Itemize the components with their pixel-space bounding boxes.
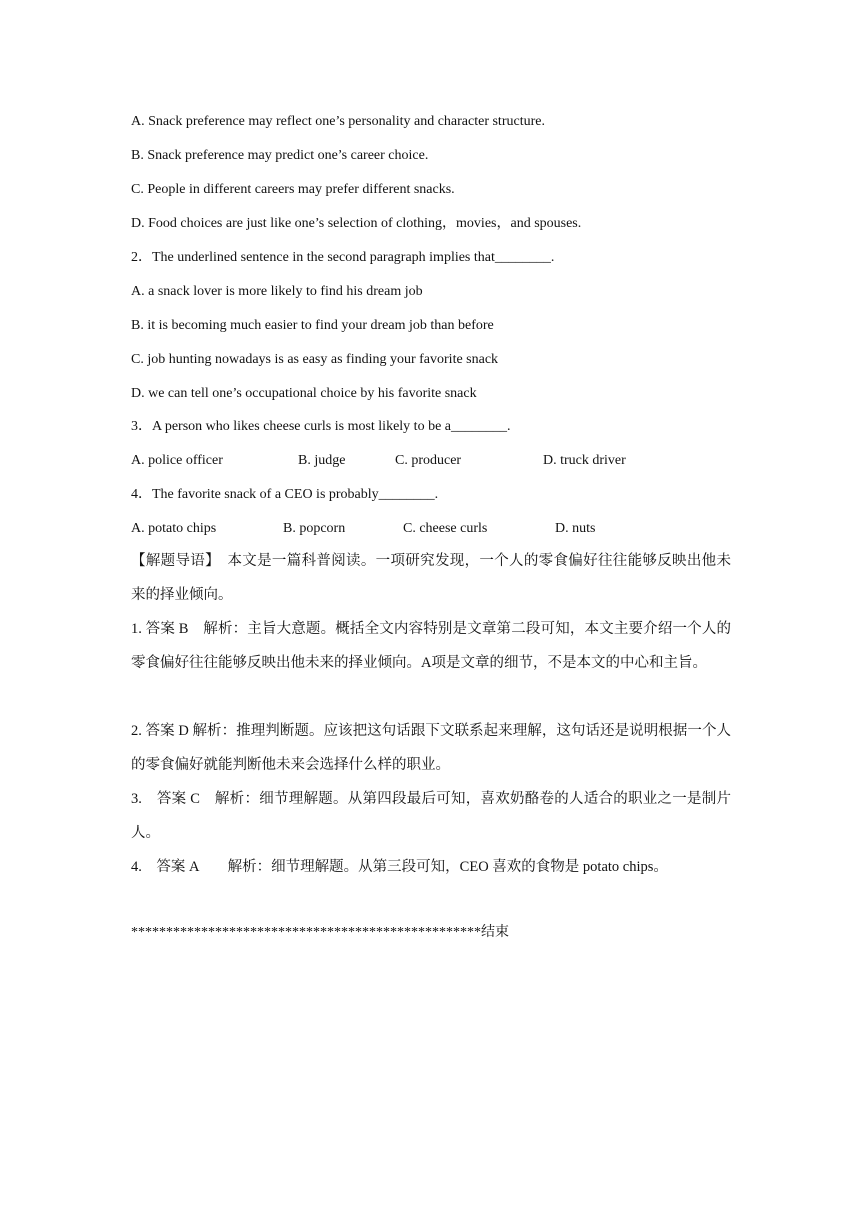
q1-option-a: A. Snack preference may reflect one’s personality and character structure. — [131, 114, 545, 129]
q4-option-d: D. nuts — [555, 521, 596, 536]
q4-stem: 4．The favorite snack of a CEO is probably________. — [131, 487, 439, 502]
guide-paragraph: 【解题导语】 本文是一篇科普阅读。一项研究发现，一个人的零食偏好往往能够反映出他未来的择业倾向。 — [131, 553, 731, 603]
q3-option-d: D. truck driver — [543, 453, 626, 468]
q3-option-a: A. police officer — [131, 453, 223, 468]
q4-option-b: B. popcorn — [283, 521, 346, 536]
q3-option-c: C. producer — [395, 453, 462, 468]
q2-option-c: C. job hunting nowadays is as easy as finding your favorite snack — [131, 352, 499, 367]
answer-1: 1. 答案 B 解析：主旨大意题。概括全文内容特别是文章第二段可知，本文主要介绍一个人的零食偏好往往能够反映出他未来的择业倾向。A项是文章的细节，不是本文的中心和主旨。 — [131, 621, 731, 671]
answer-3: 3. 答案 C 解析：细节理解题。从第四段最后可知，喜欢奶酪卷的人适合的职业之一是制片人。 — [131, 791, 731, 841]
end-marker: **************************************************结束 — [131, 925, 509, 940]
q2-option-a: A. a snack lover is more likely to find his dream job — [131, 284, 423, 299]
q3-stem: 3．A person who likes cheese curls is most likely to be a________. — [131, 419, 511, 434]
q4-option-a: A. potato chips — [131, 521, 217, 536]
q1-option-c: C. People in different careers may prefer different snacks. — [131, 182, 455, 197]
answer-2: 2. 答案 D 解析：推理判断题。应该把这句话跟下文联系起来理解，这句话还是说明根据一个人的零食偏好就能判断他未来会选择什么样的职业。 — [131, 723, 731, 773]
q4-option-c: C. cheese curls — [403, 521, 488, 536]
q1-option-b: B. Snack preference may predict one’s career choice. — [131, 148, 429, 163]
q2-stem: 2．The underlined sentence in the second paragraph implies that________. — [131, 250, 555, 265]
q1-option-d: D. Food choices are just like one’s selection of clothing，movies，and spouses. — [131, 216, 582, 231]
q3-option-b: B. judge — [298, 453, 346, 468]
q2-option-d: D. we can tell one’s occupational choice by his favorite snack — [131, 386, 477, 401]
answer-4: 4. 答案 A 解析：细节理解题。从第三段可知，CEO 喜欢的食物是 potato chips。 — [131, 859, 668, 875]
q2-option-b: B. it is becoming much easier to find your dream job than before — [131, 318, 494, 333]
